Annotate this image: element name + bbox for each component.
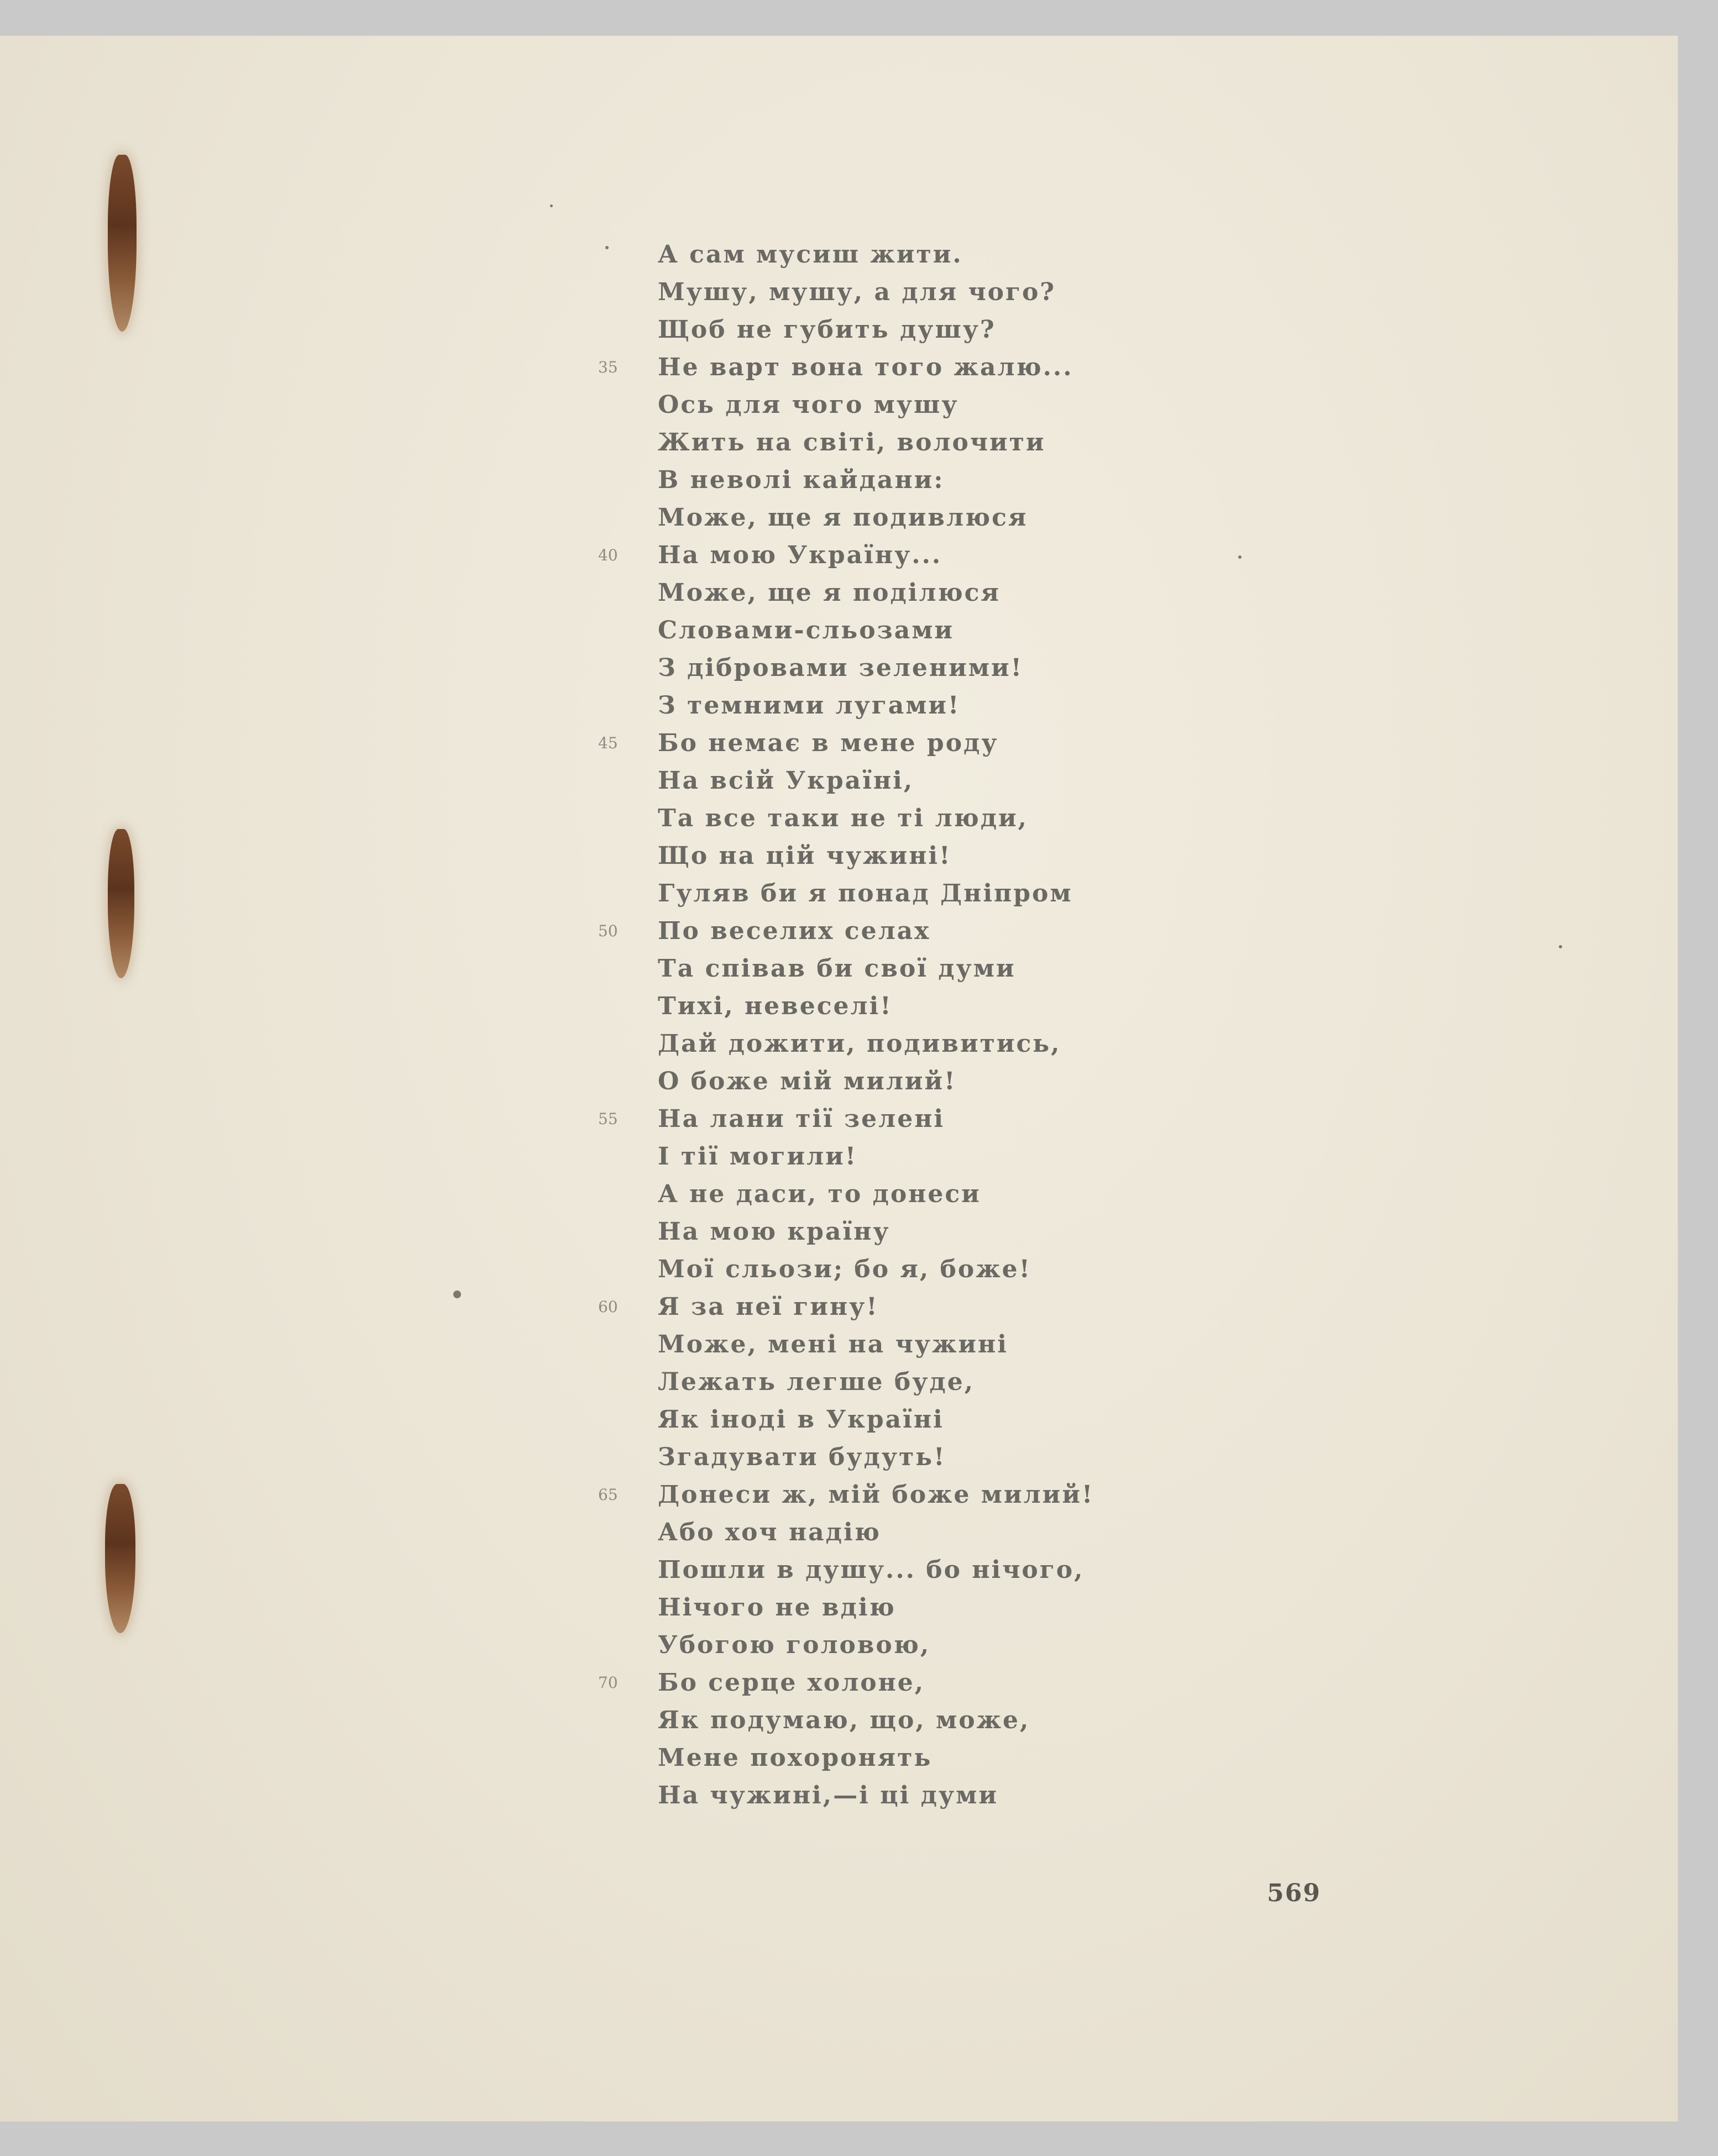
poem-line (658, 649, 1211, 687)
line-text: Мушу, мушу, а для чого? (658, 278, 1056, 306)
poem-line (658, 1627, 1211, 1664)
line-text: Нічого не вдію (658, 1593, 896, 1622)
line-number: 40 (598, 546, 618, 564)
line-text: На мою Україну... (658, 541, 942, 569)
poem-line (658, 236, 1211, 274)
page-number: 569 (1267, 1879, 1321, 1907)
paper-speck (550, 204, 553, 207)
poem-line (658, 1439, 1211, 1476)
line-text: Пошли в душу... бо нічого, (658, 1556, 1085, 1584)
line-number: 70 (598, 1674, 618, 1692)
line-text: В неволі кайдани: (658, 466, 945, 494)
poem-line (658, 837, 1211, 875)
poem-line (658, 1363, 1211, 1401)
poem-line (658, 1514, 1211, 1551)
line-text: Бо серце холоне, (658, 1669, 925, 1697)
line-text: Жить на світі, волочити (658, 428, 1046, 457)
line-text: Донеси ж, мій боже милий! (658, 1481, 1094, 1509)
poem-line (598, 1664, 1211, 1702)
line-text: На лани тії зелені (658, 1105, 945, 1133)
line-number: 50 (598, 922, 618, 940)
line-text: Може, ще я подивлюся (658, 503, 1028, 532)
poem-line (658, 1213, 1211, 1251)
paper-speck (1559, 945, 1562, 948)
poem-line (658, 574, 1211, 612)
poem-line (658, 311, 1211, 349)
poem-line (658, 1739, 1211, 1777)
line-text: На чужині,—і ці думи (658, 1781, 998, 1809)
poem-line (658, 461, 1211, 499)
poem-line (658, 800, 1211, 837)
line-text: Дай дожити, подивитись, (658, 1030, 1061, 1058)
poem-line (658, 1702, 1211, 1739)
line-text: Бо немає в мене роду (658, 729, 999, 757)
line-text: Згадувати будуть! (658, 1443, 946, 1471)
poem-line (658, 1777, 1211, 1814)
line-number: 60 (598, 1298, 618, 1316)
poem-line (658, 1551, 1211, 1589)
line-text: І тії могили! (658, 1142, 858, 1171)
paper-speck (605, 246, 609, 249)
line-text: Або хоч надію (658, 1518, 881, 1546)
poem-line (658, 386, 1211, 424)
line-text: Убогою головою, (658, 1631, 931, 1659)
paper-speck (1238, 555, 1242, 559)
line-text: Гуляв би я понад Дніпром (658, 879, 1073, 907)
line-text: Та все таки не ті люди, (658, 804, 1028, 832)
rust-stain-top (108, 155, 137, 332)
poem-line (658, 687, 1211, 725)
poem-line (658, 1251, 1211, 1288)
poem-line (598, 349, 1211, 386)
poem-line (658, 875, 1211, 912)
line-text: Не варт вона того жалю... (658, 353, 1073, 381)
poem-line (658, 1326, 1211, 1363)
line-text: Ось для чого мушу (658, 391, 959, 419)
poem-line (598, 537, 1211, 574)
poem-line (658, 499, 1211, 537)
line-text: Мене похоронять (658, 1744, 933, 1772)
poem-line (658, 950, 1211, 988)
paper-speck (453, 1291, 461, 1298)
line-text: На всій Україні, (658, 767, 914, 795)
book-page (0, 36, 1678, 2121)
poem-line (598, 1100, 1211, 1138)
poem-line (658, 274, 1211, 311)
poem-line (598, 1476, 1211, 1514)
line-text: На мою країну (658, 1218, 891, 1246)
line-number: 35 (598, 358, 618, 376)
line-text: А сам мусиш жити. (658, 240, 963, 269)
line-text: Може, мені на чужині (658, 1330, 1008, 1358)
line-number: 55 (598, 1110, 618, 1128)
line-text: Що на цій чужині! (658, 842, 952, 870)
poem-line (598, 725, 1211, 762)
line-text: Щоб не губить душу? (658, 316, 996, 344)
poem-line (658, 1025, 1211, 1063)
poem-line (658, 612, 1211, 649)
poem-line (658, 1176, 1211, 1213)
poem-line (598, 1288, 1211, 1326)
rust-stain-middle (108, 829, 134, 978)
line-text: Мої сльози; бо я, боже! (658, 1255, 1031, 1283)
poem-line (658, 1814, 1211, 1852)
line-text: Може, ще я поділюся (658, 579, 1001, 607)
rust-stain-bottom (105, 1484, 135, 1633)
line-text: Та співав би свої думи (658, 954, 1016, 983)
line-text: О боже мій милий! (658, 1067, 957, 1095)
line-text: Як подумаю, що, може, (658, 1706, 1030, 1734)
poem-text (598, 236, 1211, 1852)
poem-line (658, 424, 1211, 461)
poem-line (658, 988, 1211, 1025)
line-text: Тихі, невеселі! (658, 992, 893, 1020)
line-number: 45 (598, 734, 618, 752)
poem-line (658, 1401, 1211, 1439)
poem-line (598, 912, 1211, 950)
line-text: А не даси, то донеси (658, 1180, 981, 1208)
line-text: Словами-сльозами (658, 616, 955, 644)
line-text: З дібровами зеленими! (658, 654, 1023, 682)
poem-line (658, 1138, 1211, 1176)
poem-line (658, 762, 1211, 800)
line-text: З темними лугами! (658, 691, 961, 720)
line-text: По веселих селах (658, 917, 931, 945)
line-text: Я за неї гину! (658, 1293, 879, 1321)
poem-line (658, 1063, 1211, 1100)
poem-line (658, 1589, 1211, 1627)
line-text: Як іноді в Україні (658, 1405, 944, 1434)
line-text: Лежать легше буде, (658, 1368, 975, 1396)
line-number: 65 (598, 1486, 618, 1504)
